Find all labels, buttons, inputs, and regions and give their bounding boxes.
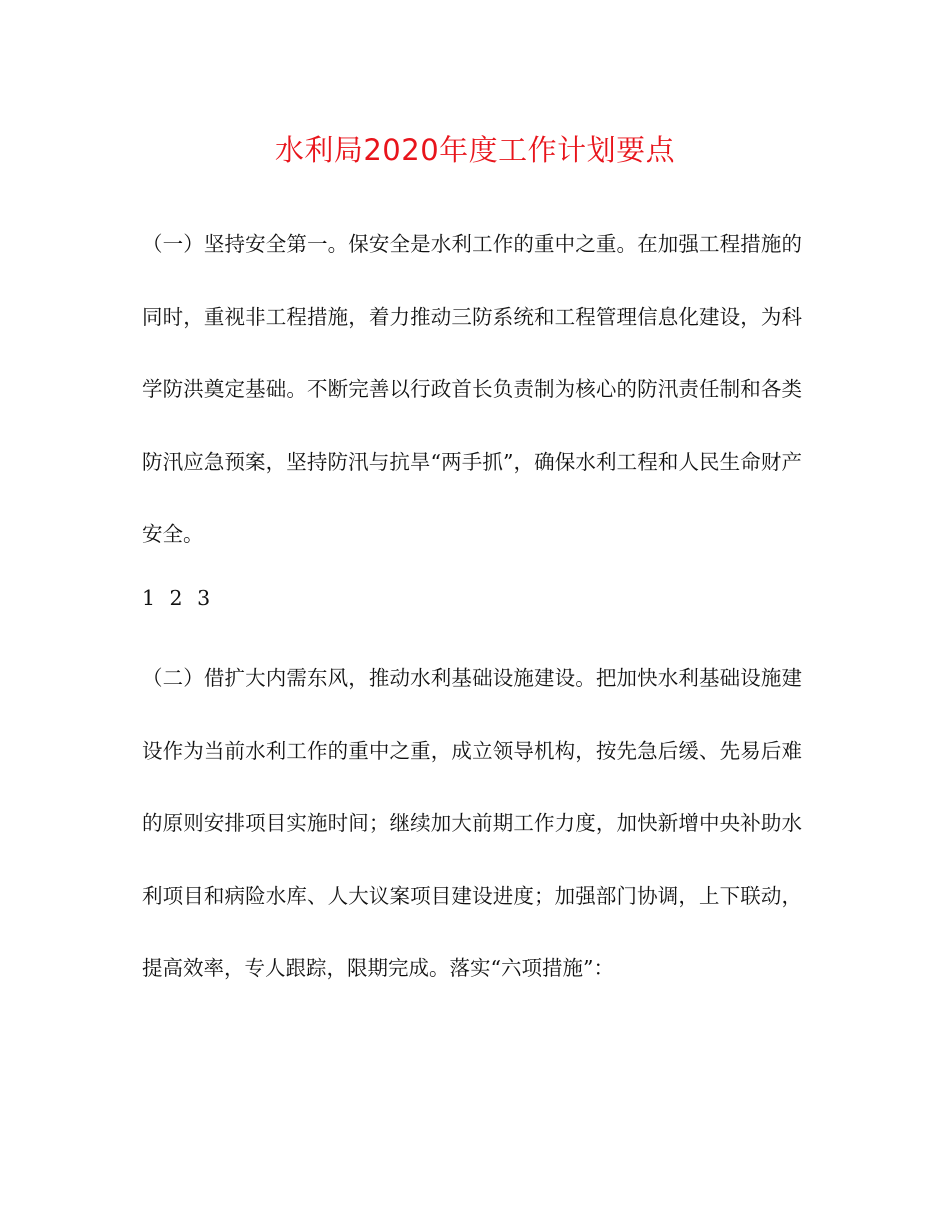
paragraph-safety-first: （一）坚持安全第一。保安全是水利工作的重中之重。在加强工程措施的同时，重视非工程措施，着力推动三防系统和工程管理信息化建设，为科学防洪奠定基础。不断完善以行政首长负责制为核心的防汛责任制和各类防汛应急预案，坚持防汛与抗旱“两手抓”，确保水利工程和人民生命财产安全。 xyxy=(142,232,802,546)
document-title: 水利局2020年度工作计划要点 xyxy=(274,133,676,167)
page-numbers: 1 2 3 xyxy=(142,586,215,610)
paragraph-infrastructure: （二）借扩大内需东风，推动水利基础设施建设。把加快水利基础设施建设作为当前水利工作的重中之重，成立领导机构，按先急后缓、先易后难的原则安排项目实施时间；继续加大前期工作力度，加快新增中央补助水利项目和病险水库、人大议案项目建设进度；加强部门协调，上下联动，提高效率，专人跟踪，限期完成。落实“六项措施”： xyxy=(142,666,802,980)
